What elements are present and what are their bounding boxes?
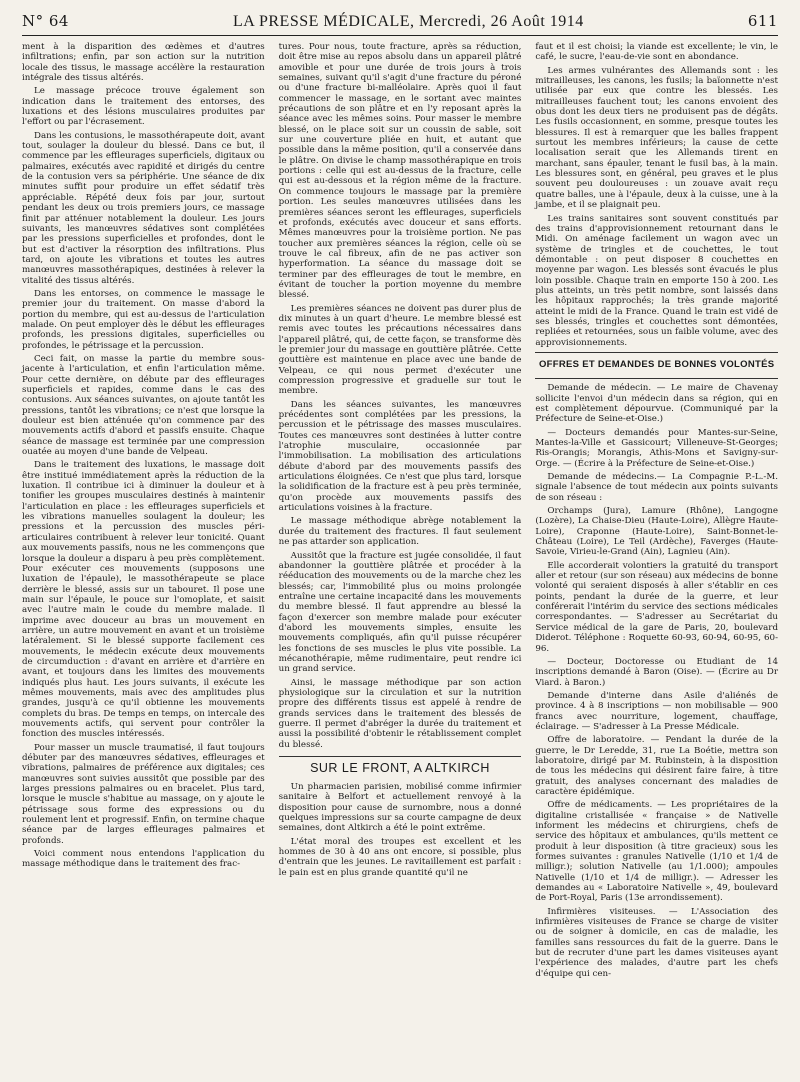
front-paragraph: faut et il est choisi; la viande est excellente; le vin, le café, le sucre, l'eau-de-vie sont en abondance. — [535, 42, 779, 63]
article-paragraph: Le massage précoce trouve également son indication dans le traitement des entorses, des luxations et des lésions musculaires produites par l'effort ou par l'écrasement. — [22, 86, 265, 128]
column-2 — [279, 42, 522, 982]
notice-paragraph: Demande de médecin. — Le maire de Chavenay sollicite l'envoi d'un médecin dans sa région, qui en est complètement dépourvue. (Communiqué par la Préfecture de Seine-et-Oise.) — [535, 383, 779, 425]
notice-paragraph: — Docteur, Doctoresse ou Etudiant de 14 inscriptions demandé à Baron (Oise). — (Écrire au Dr Viard. à Baron.) — [535, 656, 779, 688]
article-paragraph: Voici comment nous entendons l'application du massage méthodique dans le traitement des frac- — [22, 849, 265, 870]
notice-paragraph: — Docteurs demandés pour Mantes-sur-Seine, Mantes-la-Ville et Gassicourt; Villeneuve-St-Georges; Ris-Orangis; Morangis, Athis-Mons et Savigny-sur-Orge. — (Écrire à la Préfecture de Seine-et-Oise.) — [535, 427, 779, 469]
columns — [22, 42, 778, 982]
offres-title: OFFRES ET DEMANDES DE BONNES VOLONTÉS — [538, 358, 775, 370]
article-paragraph: Pour masser un muscle traumatisé, il faut toujours débuter par des manœuvres sédatives, effleurages et vibrations, palmaires de préférence aux digitales; ces manœuvres sont suivies aussitôt que possible par des larges pressions palmaires ou en bracelet. Plus tard, lorsque le muscle s'habitue au massage, on y ajoute le pétrissage sous forme des expressions ou du roulement lent et progressif. Enfin, on termine chaque séance par de larges effleurages palmaires et profonds. — [22, 742, 265, 846]
issue-number: N° 64 — [22, 12, 69, 30]
notice-paragraph: Offre de laboratoire. — Pendant la durée de la guerre, le Dr Leredde, 31, rue La Boétie, mettra son laboratoire, dirigé par M. Rubinstein, à la disposition de tous les médecins qui désirent faire faire, à titre gratuit, des analyses concernant des maladies de caractère épidémique. — [535, 735, 779, 797]
column-3 — [535, 42, 778, 982]
notice-paragraph: Demande de médecins.— La Compagnie P.-L.-M. signale l'absence de tout médecin aux points suivants de son réseau : — [535, 472, 779, 503]
article-paragraph: Dans les contusions, le massothérapeute doit, avant tout, soulager la douleur du blessé. Dans ce but, il commence par les effleurages superficiels, digitaux ou palmaires, exécutés avec rapidité et dirigés du centre de la contusion vers sa périphérie. Une séance de dix minutes suffit pour produire un effet sédatif très appréciable. Répété deux fois par jour, surtout pendant les deux ou trois premiers jours, ce massage finit par atténuer notablement la douleur. Les jours suivants, les manœuvres sédatives sont complétées par les pressions superficielles et profondes, dont le but est d'activer la résorption des infiltrations. Plus tard, on ajoute les vibrations et toutes les autres manœuvres massothérapiques, destinées à relever la vitalité des tissus altérés. — [22, 130, 265, 286]
article-paragraph: Dans le traitement des luxations, le massage doit être institué immédiatement après la réduction de la luxation. Il contribue ici à diminuer la douleur et à tonifier les groupes musculaires destinés à maintenir l'articulation en place : les effleurages superficiels et les vibrations manuelles soulagent la douleur; les pressions et la percussion des muscles péri-articulaires contribuent à relever leur tonicité. Quant aux mouvements passifs, nous ne les commençons que lorsque la douleur a disparu à peu près complètement. Pour exécuter ces mouvements (supposons une luxation de l'épaule), le massothérapeute se place derrière le blessé, assis sur un tabouret. Il pose une main sur l'épaule, le pouce sur l'omoplate, et saisit avec l'autre main le coude du membre malade. Il imprime avec douceur au bras un mouvement en arrière, un autre mouvement en avant et un troisième latéralement. Si le blessé supporte facilement ces mouvements, le médecin exécute deux mouvements de circumduction : d'avant en arrière et d'arrière en avant, et toujours dans les limites des mouvements indiqués plus haut. Les jours suivants, il exécute les mêmes mouvements, mais avec des amplitudes plus grandes, jusqu'à ce qu'il obtienne les mouvements complets du bras. De temps en temps, on intercale des mouvements actifs, qui servent pour contrôler la fonction des muscles intéressés. — [22, 460, 265, 740]
front-paragraph: Un pharmacien parisien, mobilisé comme infirmier sanitaire à Belfort et actuellement renvoyé à la disposition pour cause de surnombre, nous a donné quelques impressions sur sa courte campagne de deux semaines, dont Altkirch a été le point extrême. — [278, 781, 522, 834]
article-paragraph: Les premières séances ne doivent pas durer plus de dix minutes à un quart d'heure. Le membre blessé est remis avec toutes les précautions nécessaires dans l'appareil plâtré, qui, de cette façon, se transforme dès le premier jour du massage en gouttière plâtrée. Cette gouttière est maintenue en place avec une bande de Velpeau, ce qui nous permet d'exécuter une compression progressive et graduelle sur tout le membre. — [278, 303, 522, 397]
notice-paragraph: Orchamps (Jura), Lamure (Rhône), Langogne (Lozère), La Chaise-Dieu (Haute-Loire), Allègre Haute-Loire), Craponne (Haute-Loire), Saint-Bonnet-le-Château (Loire), Le Teil (Ardèche), Faverges (Haute-Savoie, Virieu-le-Grand (Ain), Lagnieu (Ain). — [535, 506, 779, 558]
article-paragraph: Ainsi, le massage méthodique par son action physiologique sur la circulation et sur la nutrition propre des différents tissus est appelé à rendre de grands services dans le traitement des blessés de guerre. Il permet d'abréger la durée du traitement et aussi la possibilité d'obtenir le rétablissement complet du blessé. — [278, 677, 522, 750]
front-title: SUR LE FRONT, A ALTKIRCH — [310, 761, 490, 776]
page-number: 611 — [747, 12, 778, 30]
notice-paragraph: Offre de médicaments. — Les propriétaires de la digitaline cristallisée « française » de Nativelle informent les médecins et chirurgiens, chefs de service des hôpitaux et ambulances, qu'ils mettent ce produit à leur disposition (à titre gracieux) sous les formes suivantes : granules Nativelle (1/10 et 1/4 de milligr.); solution Nativelle (au 1/1.000); ampoules Nativelle (1/10 et 1/4 de milligr.). — Adresser les demandes au « Laboratoire Nativelle », 49, boulevard de Port-Royal, Paris (13e arrondissement). — [535, 800, 779, 904]
newspaper-title: LA PRESSE MÉDICALE, Mercredi, 26 Août 1914 — [233, 13, 584, 30]
offres-header-box — [535, 352, 778, 379]
front-paragraph: L'état moral des troupes est excellent et les hommes de 30 à 40 ans ont encore, si possible, plus d'entrain que les jeunes. Le ravitaillement est parfait : le pain est en plus grande quantité qu'il ne — [278, 836, 522, 878]
article-paragraph: Aussitôt que la fracture est jugée consolidée, il faut abandonner la gouttière plâtrée et procéder à la rééducation des mouvements ou de la marche chez les blessés; car, l'immobilité plus ou moins prolongée entraîne une certaine incapacité dans les mouvements du membre blessé. Il faut apprendre au blessé la façon d'exercer son membre malade pour exécuter d'abord les mouvements simples, ensuite les mouvements compliqués, afin qu'il puisse récupérer les fonctions de ses muscles le plus vite possible. La mécanothérapie, même rudimentaire, peut rendre ici un grand service. — [278, 550, 522, 675]
article-paragraph: Le massage méthodique abrège notablement la durée du traitement des fractures. Il faut seulement ne pas attarder son application. — [278, 516, 522, 548]
article-paragraph: Dans les entorses, on commence le massage le premier jour du traitement. On masse d'abord la portion du membre, qui est au-dessus de l'articulation malade. On peut employer dès le début les effleurages profonds, les pressions digitales, superficielles ou profondes, le pétrissage et la percussion. — [22, 288, 265, 351]
article-paragraph: ment à la disparition des œdèmes et d'autres infiltrations; enfin, par son action sur la nutrition locale des tissus, le massage accélère la restauration intégrale des tissus altérés. — [22, 42, 265, 84]
front-paragraph: Les armes vulnérantes des Allemands sont : les mitrailleuses, les canons, les fusils; la baïonnette n'est utilisée par eux que contre les blessés. Les mitrailleuses fauchent tout; les canons envoient des obus dont les deux tiers ne produisent pas de dégâts. Les fusils occasionnent, en somme, presque toutes les blessures. Il est à remarquer que les balles frappent surtout les membres inférieurs; la cause de cette localisation serait que les Allemands tirent en marchant, sans épauler, tenant le fusil bas, à la main. Les blessures sont, en général, peu graves et le plus souvent peu douloureuses : un zouave avait reçu quatre balles, une à l'épaule, deux à la cuisse, une à la jambe, et il se plaignait peu. — [535, 65, 779, 211]
article-paragraph: Ceci fait, on masse la partie du membre sous-jacente à l'articulation, et enfin l'articulation même. Pour cette dernière, on débute par des effleurages superficiels et rapides, comme dans le cas des contusions. Aux séances suivantes, on ajoute tantôt les pressions, tantôt les vibrations; ce n'est que lorsque la douleur est bien atténuée qu'on commence par des mouvements actifs d'abord et passifs ensuite. Chaque séance de massage est terminée par une compression ouatée au moyen d'une bande de Velpeau. — [22, 353, 265, 458]
notice-paragraph: Elle accorderait volontiers la gratuité du transport aller et retour (sur son réseau) aux médecins de bonne volonté qui seraient disposés à aller s'établir en ces points, pendant la durée de la guerre, et leur conférerait l'intérim du service des sections médicales correspondantes. — S'adresser au Secrétariat du Service médical de la gare de Paris, 20, boulevard Diderot. Téléphone : Roquette 60-93, 60-94, 60-95, 60-96. — [535, 560, 779, 654]
article-paragraph: Dans les séances suivantes, les manœuvres précédentes sont complétées par les pressions, la percussion et le pétrissage des masses musculaires. Toutes ces manœuvres sont destinées à lutter contre l'atrophie musculaire, occasionnée par l'immobilisation. La mobilisation des articulations débute d'abord par des mouvements passifs des articulations éloignées. Ce n'est que plus tard, lorsque la solidification de la fracture est à peu près terminée, qu'on procède aux mouvements passifs des articulations voisines à la fracture. — [278, 399, 522, 514]
article-paragraph: tures. Pour nous, toute fracture, après sa réduction, doit être mise au repos absolu dans un appareil plâtré amovible et pour une durée de trois jours à trois semaines, suivant qu'il s'agit d'une fracture du péroné ou d'une fracture bi-malléolaire. Après quoi il faut commencer le massage, en le sortant avec maintes précautions de son plâtre et en l'y reposant après la séance avec les mêmes soins. Pour masser le membre blessé, on le place soit sur un coussin de sable, soit sur une couverture pliée en huit, et autant que possible dans la même position, qu'il a conservée dans le plâtre. On divise le champ massothérapique en trois portions : celle qui est au-dessus de la fracture, celle qui est au-dessous et la région même de la fracture. On commence toujours le massage par la première portion. Les seules manœuvres utilisées dans les premières séances seront les effleurages, superficiels et profonds, exécutés avec douceur et sans efforts. Mêmes manœuvres pour la troisième portion. Ne pas toucher aux premières séances la région, celle où se trouve le cal fibreux, afin de ne pas activer son hyperformation. La séance du massage doit se terminer par des effleurages de tout le membre, en évitant de toucher la portion moyenne du membre blessé. — [278, 42, 522, 301]
masthead — [22, 12, 778, 36]
notice-paragraph: Demande d'interne dans Asile d'aliénés de province. 4 à 8 inscriptions — non mobilisable — 900 francs avec nourriture, logement, chauffage, éclairage. — S'adresser à La Presse Médicale. — [535, 690, 779, 732]
front-paragraph: Les trains sanitaires sont souvent constitués par des trains d'approvisionnement retournant dans le Midi. On aménage facilement un wagon avec un système de tringles et de couchettes, le tout démontable : on peut disposer 8 couchettes en moyenne par wagon. Les blessés sont évacués le plus loin possible. Chaque train en emporte 150 à 200. Les plus atteints, un très petit nombre, sont laissés dans les hôpitaux rapprochés; la très grande majorité atteint le midi de la France. Quand le train est vidé de ses blessés, tringles et couchettes sont démontées, repliées et retournées, sous un faible volume, avec des approvisionnements. — [535, 213, 779, 348]
notice-paragraph: Infirmières visiteuses. — L'Association des infirmières visiteuses de France se charge de visiter ou de soigner à domicile, en cas de maladie, les familles sans ressources du fait de la guerre. Dans le but de recruter d'une part les dames visiteuses ayant l'expérience des malades, d'autre part les chefs d'équipe qui cen- — [535, 906, 779, 979]
column-1 — [22, 42, 265, 982]
